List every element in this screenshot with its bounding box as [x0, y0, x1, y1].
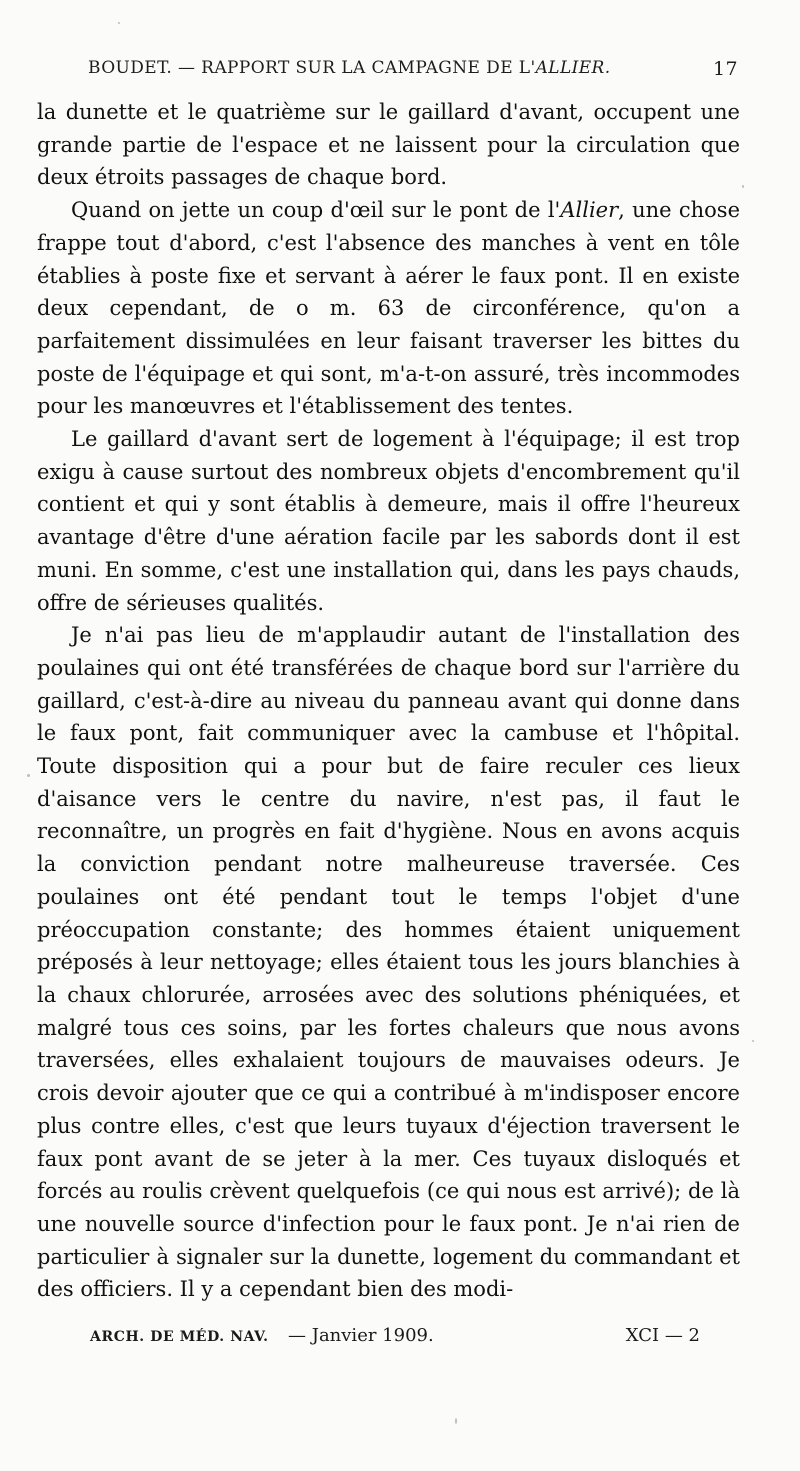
paper-speck [118, 22, 120, 24]
ship-name: Allier [560, 198, 619, 223]
running-title-ship: ALLIER. [535, 58, 611, 78]
running-header [88, 58, 738, 88]
paragraph-4: Je n'ai pas lieu de m'applaudir autant de l'installation des poulaines qui ont été transférées de chaque bord sur l'arrière du gaillard, c'est-à-dire au niveau du panneau avant qui donne dans le faux pont, fait communiquer avec la cambuse et l'hôpital. Toute disposition qui a pour but de faire reculer ces lieux d'aisance vers le centre du navire, n'est pas, il faut le reconnaître, un progrès en fait d'hygiène. Nous en avons acquis la conviction pendant notre malheureuse traversée. Ces poulaines ont été pendant tout le temps l'objet d'une préoccupation constante; des hommes étaient uniquement préposés à leur nettoyage; elles étaient tous les jours blanchies à la chaux chlorurée, arrosées avec des solutions phéniquées, et malgré tous ces soins, par les fortes chaleurs que nous avons traversées, elles exhalaient toujours de mauvaises odeurs. Je crois devoir ajouter que ce qui a contribué à m'indisposer encore plus contre elles, c'est que leurs tuyaux d'éjection traversent le faux pont avant de se jeter à la mer. Ces tuyaux disloqués et forcés au roulis crèvent quelquefois (ce qui nous est arrivé); de là une nouvelle source d'infection pour le faux pont. Je n'ai rien de particulier à signaler sur la dunette, logement du commandant et des officiers. Il y a cependant bien des modi- [37, 623, 740, 1302]
issue-date: — Janvier 1909. [288, 1325, 434, 1346]
paragraph-2-start: Quand on jette un coup d'œil sur le pont de l' [71, 198, 561, 223]
page-number: 17 [713, 58, 738, 80]
paper-speck [455, 1418, 457, 1424]
running-title [88, 58, 611, 78]
body-text [37, 96, 740, 1306]
page-footer [90, 1325, 700, 1353]
sheet-signature: XCI — 2 [625, 1325, 700, 1346]
journal-name: ARCH. DE MÉD. NAV. [90, 1329, 269, 1345]
paper-speck [27, 774, 30, 777]
running-title-prefix: BOUDET. — RAPPORT SUR LA CAMPAGNE DE L' [88, 58, 536, 78]
paragraph-2-rest: , une chose frappe tout d'abord, c'est l'absence des manches à vent en tôle établies à poste fixe et servant à aérer le faux pont. Il en existe deux cependant, de o m. 63 de circonférence, qu'on a parfaitement dissimulées en leur faisant traverser les bittes du poste de l'équipage et qui sont, m'a-t-on assuré, très incommodes pour les manœuvres et l'établissement des tentes. [37, 198, 741, 419]
paper-speck [742, 185, 744, 188]
paragraph-1: la dunette et le quatrième sur le gaillard d'avant, occupent une grande partie de l'espace et ne laissent pour la circulation que deux étroits passages de chaque bord. [37, 100, 740, 190]
paragraph-2 [37, 194, 740, 423]
paragraph-3: Le gaillard d'avant sert de logement à l'équipage; il est trop exigu à cause surtout des nombreux objets d'encombrement qu'il contient et qui y sont établis à demeure, mais il offre l'heureux avantage d'être d'une aération facile par les sabords dont il est muni. En somme, c'est une installation qui, dans les pays chauds, offre de sérieuses qualités. [37, 427, 740, 615]
paper-speck [752, 1040, 754, 1042]
